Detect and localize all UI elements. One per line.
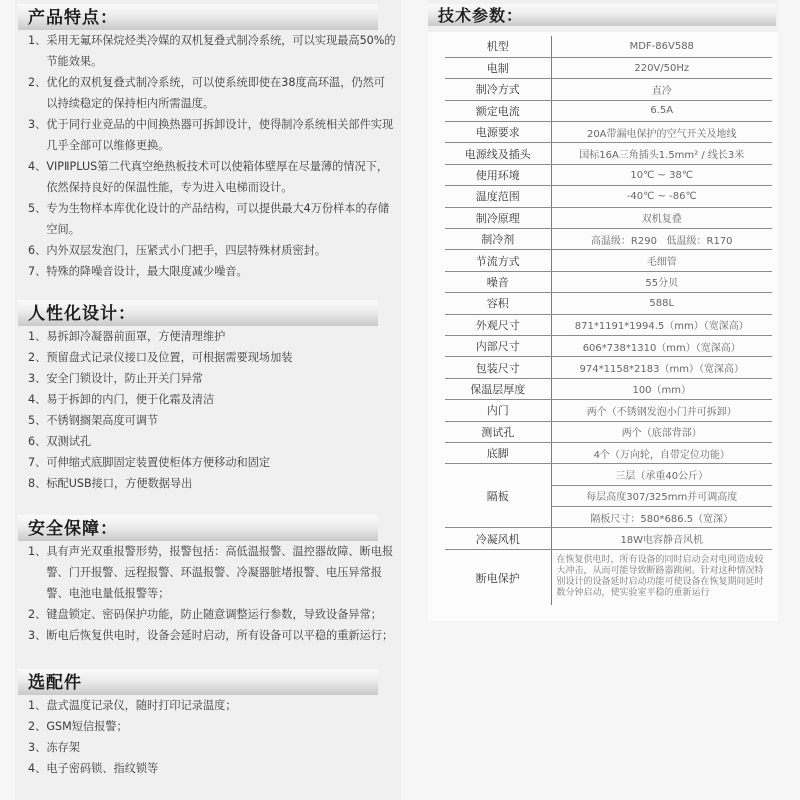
list-item: 8、 标配USB接口，方便数据导出: [28, 477, 193, 490]
list-item: 5、 专为生物样本库优化设计的产品结构，可以提供最大4万份样本的存储空间。: [28, 202, 390, 236]
table-row: 使用环境 10℃ ~ 38℃: [445, 164, 772, 185]
accessories-title: 选配件: [18, 669, 378, 695]
table-row: 制冷剂 高温级：R290 低温级：R170: [445, 229, 772, 250]
table-row: 电源线及插头 国标16A三角插头1.5mm² / 线长3米: [445, 143, 772, 164]
list-item: 3、 冻存架: [28, 741, 80, 754]
list-item: 7、 特殊的降噪音设计，最大限度减少噪音。: [28, 265, 248, 278]
humanized-title: 人性化设计：: [18, 300, 378, 326]
table-row: 断电保护 在恢复供电时，所有设备的同时启动会对电网造成较大冲击，从而可能导致断路器跳闸。针对这种情况特别设计的设备延时启动功能可使设备在恢复期间延时数分钟启动，使实验室平稳的重新运行: [445, 549, 772, 605]
features-title: 产品特点：: [18, 4, 378, 30]
table-row: 容积 588L: [445, 293, 772, 314]
specs-panel: [428, 0, 778, 621]
table-row: 温度范围 -40℃ ~ -86℃: [445, 186, 772, 207]
list-item: 2、 优化的双机复叠式制冷系统，可以使系统即使在38度高环温，仍然可以持续稳定的保持柜内所需温度。: [28, 76, 385, 110]
list-item: 6、 双测试孔: [28, 435, 92, 448]
table-row: 电源要求 20A带漏电保护的空气开关及地线: [445, 122, 772, 143]
humanized-list: [28, 326, 396, 494]
list-item: 1、 盘式温度记录仪，随时打印记录温度；: [28, 699, 237, 712]
safety-list: [28, 541, 396, 646]
list-item: 6、 内外双层发泡门，压紧式小门把手，四层特殊材质密封。: [28, 244, 327, 257]
table-row: 外观尺寸 871*1191*1994.5（mm）（宽深高）: [445, 314, 772, 335]
list-item: 4、 电子密码锁、指纹锁等: [28, 762, 159, 775]
safety-title: 安全保障：: [18, 515, 378, 541]
specs-table: [445, 36, 772, 605]
list-item: 7、 可伸缩式底脚固定装置使柜体方便移动和固定: [28, 456, 271, 469]
list-item: 3、 优于同行业竞品的中间换热器可拆卸设计，使得制冷系统相关部件实现几乎全部可以维修更换。: [28, 118, 394, 152]
accessories-list: [28, 695, 396, 779]
table-row: 制冷方式 直冷: [445, 79, 772, 100]
table-row: 测试孔 两个（底部背部）: [445, 421, 772, 442]
table-row: 节流方式 毛细管: [445, 250, 772, 271]
list-item: 5、 不锈钢搁架高度可调节: [28, 414, 159, 427]
list-item: 1、 采用无氟环保烷烃类冷媒的双机复叠式制冷系统，可以实现最高50%的节能效果。: [28, 34, 396, 68]
list-item: 1、 易拆卸冷凝器前面罩，方便清理维护: [28, 330, 226, 343]
features-list: [28, 30, 396, 282]
table-row: 电制 220V/50Hz: [445, 57, 772, 78]
list-item: 4、 易于拆卸的内门，便于化霜及清洁: [28, 393, 215, 406]
table-row: 底脚 4个（万向轮，自带定位功能）: [445, 442, 772, 463]
table-row: 额定电流 6.5A: [445, 100, 772, 121]
table-row: 内门 两个（不锈钢发泡小门并可拆卸）: [445, 400, 772, 421]
list-item: 3、 安全门锁设计，防止开关门异常: [28, 372, 203, 385]
list-item: 1、 具有声光双重报警形势，报警包括：高低温报警、温控器故障、断电报警、门开报警、远程报警、环温报警、冷凝器脏堵报警、电压异常报警、电池电量低报警等；: [28, 545, 394, 600]
table-row: 每层高度307/325mm并可调高度: [445, 485, 772, 506]
table-row: 内部尺寸 606*738*1310（mm）（宽深高）: [445, 335, 772, 356]
table-row: 隔板尺寸：580*686.5（宽深）: [445, 507, 772, 528]
list-item: 4、 VIPⅡPLUS第二代真空绝热板技术可以使箱体壁厚在尽量薄的情况下，依然保持良好的保温性能，专为进入电梯而设计。: [28, 160, 389, 194]
table-row: 冷凝风机 18W电容静音风机: [445, 528, 772, 549]
list-item: 2、 GSM短信报警；: [28, 720, 128, 733]
table-row: 包装尺寸 974*1158*2183（mm）（宽深高）: [445, 357, 772, 378]
list-item: 2、 预留盘式记录仪接口及位置，可根据需要现场加装: [28, 351, 293, 364]
table-row: 制冷原理 双机复叠: [445, 207, 772, 228]
list-item: 2、 键盘锁定、密码保护功能，防止随意调整运行参数，导致设备异常；: [28, 608, 382, 621]
table-row: 保温层厚度 100（mm）: [445, 378, 772, 399]
table-row: 噪音 55分贝: [445, 271, 772, 292]
left-column: [15, 0, 401, 800]
list-item: 3、 断电后恢复供电时，设备会延时启动，所有设备可以平稳的重新运行；: [28, 629, 394, 642]
table-row: 机型 MDF-86V588: [445, 36, 772, 57]
table-row: 隔板 三层（承重40公斤）: [445, 464, 772, 485]
specs-title: 技术参数：: [428, 4, 776, 26]
